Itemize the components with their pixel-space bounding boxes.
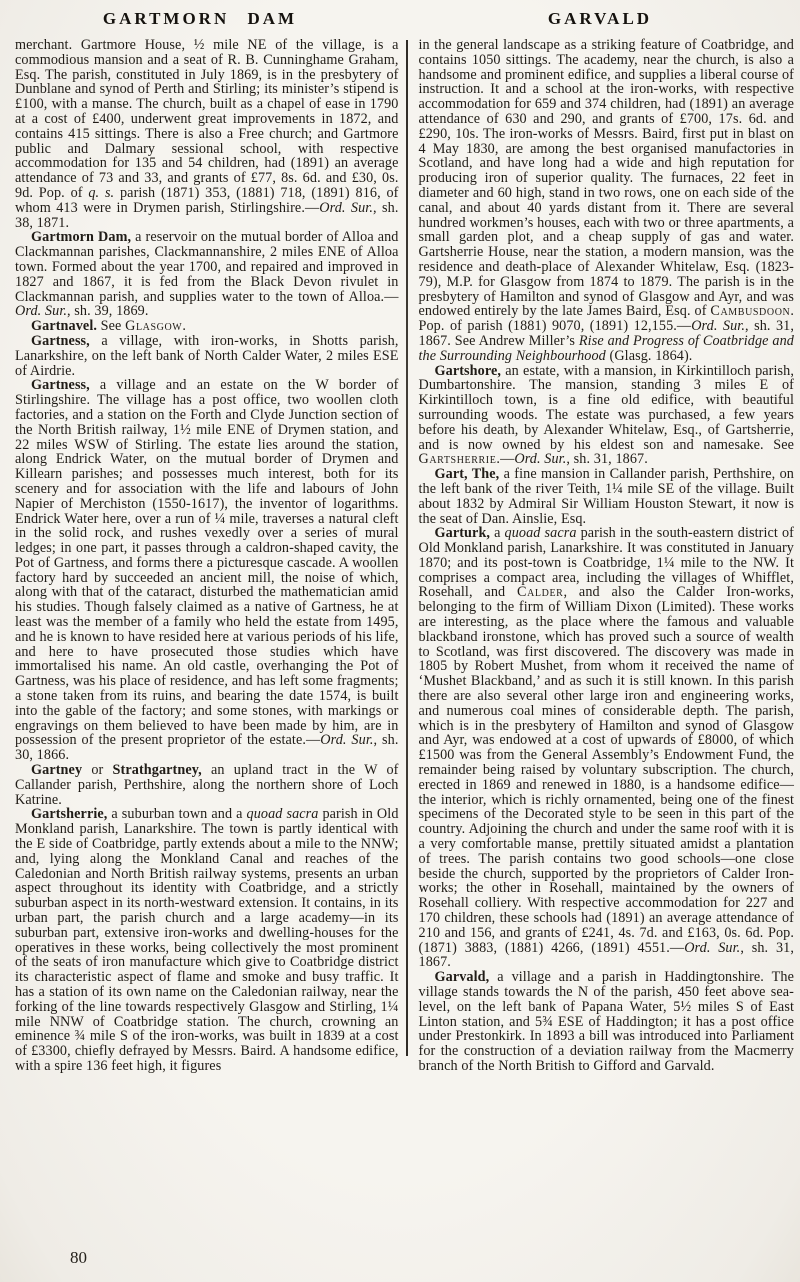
- text-segment: q. s.: [88, 184, 115, 201]
- text-segment: .: [182, 318, 186, 335]
- text-segment: a village and a parish in Haddingtonshire. The village stands towards the N of the parish, 450 feet above sea-level, on the left bank of Papana Water, 5½ miles S of East Linton station, and 5¾ ESE of Haddington; it has a post office under Prestonkirk. In 1893 a bill was introduced into Parliament for the construction of a deviation railway from the Macmerry branch of the North British to Gifford and Garvald.: [418, 969, 794, 1074]
- continuation-gartmore: [15, 38, 399, 230]
- text-segment: Gartnavel.: [31, 318, 98, 335]
- text-segment: , and also the Calder Iron-works, belonging to the firm of William Dixon (Limited). These works are interesting, as the place where the famous and valuable blackband ironstone, which has proved such a source of wealth to Scotland, was first discovered. The discovery was made in 1805 by Robert Mushet, from whom it received the name of ‘Mushet Blackband,’ and as such it is still known. In this parish there are also several other large iron and engineering works, and numerous coal mines of considerable depth. The parish, which is in the presbytery of Hamilton and synod of Glasgow and Ayr, was endowed at a cost of upwards of £8000, of which £1500 was from the General Assembly’s Endowment Fund, the remainder being raised by voluntary subscription. The church, erected in 1869 and renewed in 1880, is a handsome edifice—the interior, which is richly ornamented, being one of the finest specimens of the Decorated style to be seen in this part of the country. Adjoining the church and under the same roof with it is a very comfortable manse, prettily situated amidst a plantation of trees. The parish contains two good schools—one close beside the church, supported by the proprietors of Calder Iron-works; the other in Rosehall, maintained by the owners of Rosehall colliery. With respective accommodation for 227 and 170 children, these schools had (1891) an average attendance of 210 and 156, and grants of £241, 4s. 7d. and £163, 0s. 6d. Pop. (1871) 3883, (1881) 4266, (1891) 4551.—: [418, 584, 795, 956]
- entry-gartshore: [419, 364, 795, 468]
- text-segment: Strathgartney,: [112, 762, 202, 779]
- text-segment: Gartness,: [31, 377, 90, 394]
- text-segment: , sh. 39, 1869.: [67, 303, 149, 320]
- right-column: [408, 38, 795, 1074]
- text-segment: a: [490, 525, 505, 542]
- text-segment: Gartsherrie: [418, 451, 497, 468]
- text-segment: Garturk,: [434, 525, 491, 542]
- text-columns: [0, 29, 800, 1074]
- text-segment: . Pop. of parish (1881) 9070, (1891) 12,155.—: [418, 303, 794, 335]
- entry-gartnavel: [15, 319, 399, 334]
- running-head-right: GARVALD: [547, 9, 653, 28]
- text-segment: Ord. Sur.: [319, 199, 373, 216]
- text-segment: parish in Old Monkland parish, Lanarkshire. The town is partly identical with the E side of Coatbridge, partly extends about a mile to the NNW; and, lying along the Monkland Canal and reaches of the Caledonian and North British railway systems, presents an urban aspect throughout its identity with Coatbridge, and a strictly suburban aspect in its north-westward extension. It contains, in its urban part, the parish church and a large academy—in its suburban part, extensive iron-works and dwelling-houses for the operatives in these works, being collectively the most prominent of the seats of iron manufacture which give to Coatbridge district its characteristic aspect of flame and smoke and busy traffic. It has a station of its own name on the Caledonian railway, near the forking of the line towards respectively Glasgow and Stirling, 1¼ mile NNW of Coatbridge station. The church, crowning an eminence ¾ mile S of the iron-works, was built in 1839 at a cost of £3300, chiefly defrayed by Messrs. Baird. A handsome edifice, with a spire 136 feet high, it figures: [15, 806, 399, 1074]
- text-segment: Ord. Sur.: [691, 318, 745, 335]
- text-segment: quoad sacra: [504, 525, 577, 542]
- text-segment: See: [97, 318, 126, 335]
- text-segment: Garvald,: [434, 969, 490, 986]
- continuation-gartsherrie: [419, 38, 795, 364]
- text-segment: Gartmorn Dam,: [31, 229, 132, 246]
- text-segment: a village, with iron-works, in Shotts parish, Lanarkshire, on the left bank of North Calder Water, 2 miles ESE of Airdrie.: [15, 332, 399, 379]
- entry-gartness-estate: [15, 378, 399, 763]
- text-segment: a village and an estate on the W border of Stirlingshire. The village has a post office, two woollen cloth factories, and a station on the Forth and Clyde Junction section of the North British railway, 1½ mile ENE of Drymen station, and 22 miles WSW of Stirling. The estate lies around the station, along Endrick Water, on the mutual border of Drymen and Killearn parishes; and possesses much interest, both for its scenery and for association with the life and labours of John Napier of Merchiston (1550-1617), the inventor of logarithms. Endrick Water here, over a run of ¼ mile, traverses a natural cleft in the solid rock, and rushes vexedly over a series of mural ledges; in one part, it passes through a caldron-shaped cavity, the Pot of Gartness, and forms there a picturesque cascade. A woollen factory hard by succeeded an ancient mill, the noise of which, along with that of the cataract, disturbed the mathematician amid his studies. Though falsely claimed as a native of Gartness, he at least was the member of a family who held the estate from 1495, and he is known to have resided here at various periods of his life, and here to have prosecuted those studies which have immortalised his name. An old castle, overhanging the Pot of Gartness, was his place of residence, and has left some fragments; a stone taken from its ruins, and bearing the date 1574, is built into the gable of the factory; and some stones, with markings or engravings on them believed to have been made by him, are in possession of the present proprietor of the estate.—: [15, 377, 399, 749]
- running-head-left: GARTMORN DAM: [102, 9, 298, 28]
- text-segment: Glasgow: [125, 318, 183, 335]
- entry-gartsherrie: [15, 807, 399, 1073]
- text-segment: an estate, with a mansion, in Kirkintilloch parish, Dumbartonshire. The mansion, standing 3 miles E of Kirkintilloch town, is a fine old edifice, with beautiful surrounding woods. The estate was purchased, a few years before his death, by Alexander Whitelaw, Esq., of Gartsherrie, and is now owned by his eldest son and namesake. See: [418, 362, 794, 453]
- text-segment: Gartsherrie,: [31, 806, 108, 823]
- text-segment: a fine mansion in Callander parish, Perthshire, on the left bank of the river Teith, 1¼ mile SE of the village. Built about 1832 by Admiral Sir William Houston Stewart, it now is the seat of Dan. Ainslie, Esq.: [418, 466, 794, 527]
- text-segment: (Glasg. 1864).: [605, 347, 693, 364]
- text-segment: .—: [496, 451, 515, 468]
- entry-garvald: [419, 970, 795, 1074]
- text-segment: an upland tract in the W of Callander parish, Perthshire, along the northern shore of Loch Katrine.: [15, 762, 399, 808]
- text-segment: Ord. Sur.: [15, 303, 68, 320]
- text-segment: in the general landscape as a striking feature of Coatbridge, and contains 1050 sittings. The academy, near the church, is also a handsome and prominent edifice, and supplies a liberal course of instruction. It and a school at the iron-works, with respective accommodation for 659 and 374 children, had (1891) an average attendance of 630 and 290, and grants of £700, 17s. 6d. and £290, 10s. The iron-works of Messrs. Baird, first put in blast on 4 May 1830, are among the best organised manufactories in Scotland, and have long had a wide and high reputation for producing iron of superior quality. The furnaces, 22 feet in diameter and 60 high, stand in two rows, one on each side of the canal, and about 40 yards distant from it. There are several hundred workmen’s houses, each with two or three apartments, a small garden plot, and a cheap supply of gas and water. Gartsherrie House, near the station, a modern mansion, was the residence and death-place of Alexander Whitelaw, Esq. (1823-79), M.P. for Glasgow from 1874 to 1879. The parish is in the presbytery of Hamilton and synod of Glasgow and Ayr, and was endowed entirely by the late James Baird, Esq. of: [418, 37, 794, 320]
- entry-gartness-village: [15, 334, 399, 378]
- page-number: 80: [70, 1248, 87, 1267]
- text-segment: a reservoir on the mutual border of Alloa and Clackmannan parishes, Clackmannanshire, 2 miles ENE of Alloa town. Formed about the year 1700, and repaired and improved in 1827 and 1867, it is fed from the Black Devon rivulet in Clackmannan parish, and supplies water to the town of Alloa.—: [15, 229, 399, 305]
- text-segment: Ord. Sur.: [514, 451, 567, 468]
- text-segment: parish (1871) 353, (1881) 718, (1891) 816, of whom 413 were in Drymen parish, Stirlingshire.—: [15, 184, 399, 216]
- text-segment: or: [82, 762, 113, 779]
- entry-gart-the: [419, 467, 795, 526]
- text-segment: Ord. Sur.: [684, 939, 741, 956]
- text-segment: Ord. Sur.: [320, 732, 374, 749]
- text-segment: Cambusdoon: [710, 303, 791, 320]
- text-segment: , sh. 38, 1871.: [15, 199, 399, 231]
- text-segment: a suburban town and a: [107, 806, 247, 823]
- text-segment: , sh. 31, 1867. See Andrew Miller’s: [418, 318, 794, 349]
- running-heads: [0, 0, 800, 29]
- left-column: [15, 38, 406, 1074]
- text-segment: quoad sacra: [246, 806, 319, 823]
- entry-gartmorn-dam: [15, 230, 399, 319]
- text-segment: merchant. Gartmore House, ½ mile NE of the village, is a commodious mansion and a seat of R. B. Cunninghame Graham, Esq. The parish, constituted in July 1869, is in the presbytery of Dunblane and synod of Perth and Stirling; its minister’s stipend is £100, with a manse. The church, built as a chapel of ease in 1790 at a cost of £400, underwent great improvements in 1872, and contains 415 sittings. There is also a Free church; and Gartmore public and Dalmary sessional school, with respective accommodation for 135 and 54 children, had (1891) an average attendance of 73 and 33, and grants of £77, 8s. 6d. and £30, 0s. 9d. Pop. of: [15, 37, 399, 201]
- text-segment: , sh. 30, 1866.: [15, 732, 399, 764]
- text-segment: Gartney: [31, 762, 83, 779]
- text-segment: parish in the south-eastern district of Old Monkland parish, Lanarkshire. It was constituted in January 1870; and its post-town is Coatbridge, 1¼ mile to the NW. It comprises a compact area, including the villages of Whifflet, Rosehall, and: [418, 525, 794, 601]
- text-segment: Gartness,: [31, 332, 90, 349]
- text-segment: Calder: [517, 584, 564, 601]
- text-segment: , sh. 31, 1867.: [418, 939, 795, 971]
- text-segment: Gartshore,: [434, 362, 502, 379]
- entry-gartney: [15, 763, 399, 807]
- text-segment: Gart, The,: [434, 466, 500, 483]
- text-segment: Rise and Progress of Coatbridge and the Surrounding Neighbourhood: [418, 332, 794, 364]
- text-segment: , sh. 31, 1867.: [566, 451, 648, 468]
- entry-garturk: [419, 526, 795, 970]
